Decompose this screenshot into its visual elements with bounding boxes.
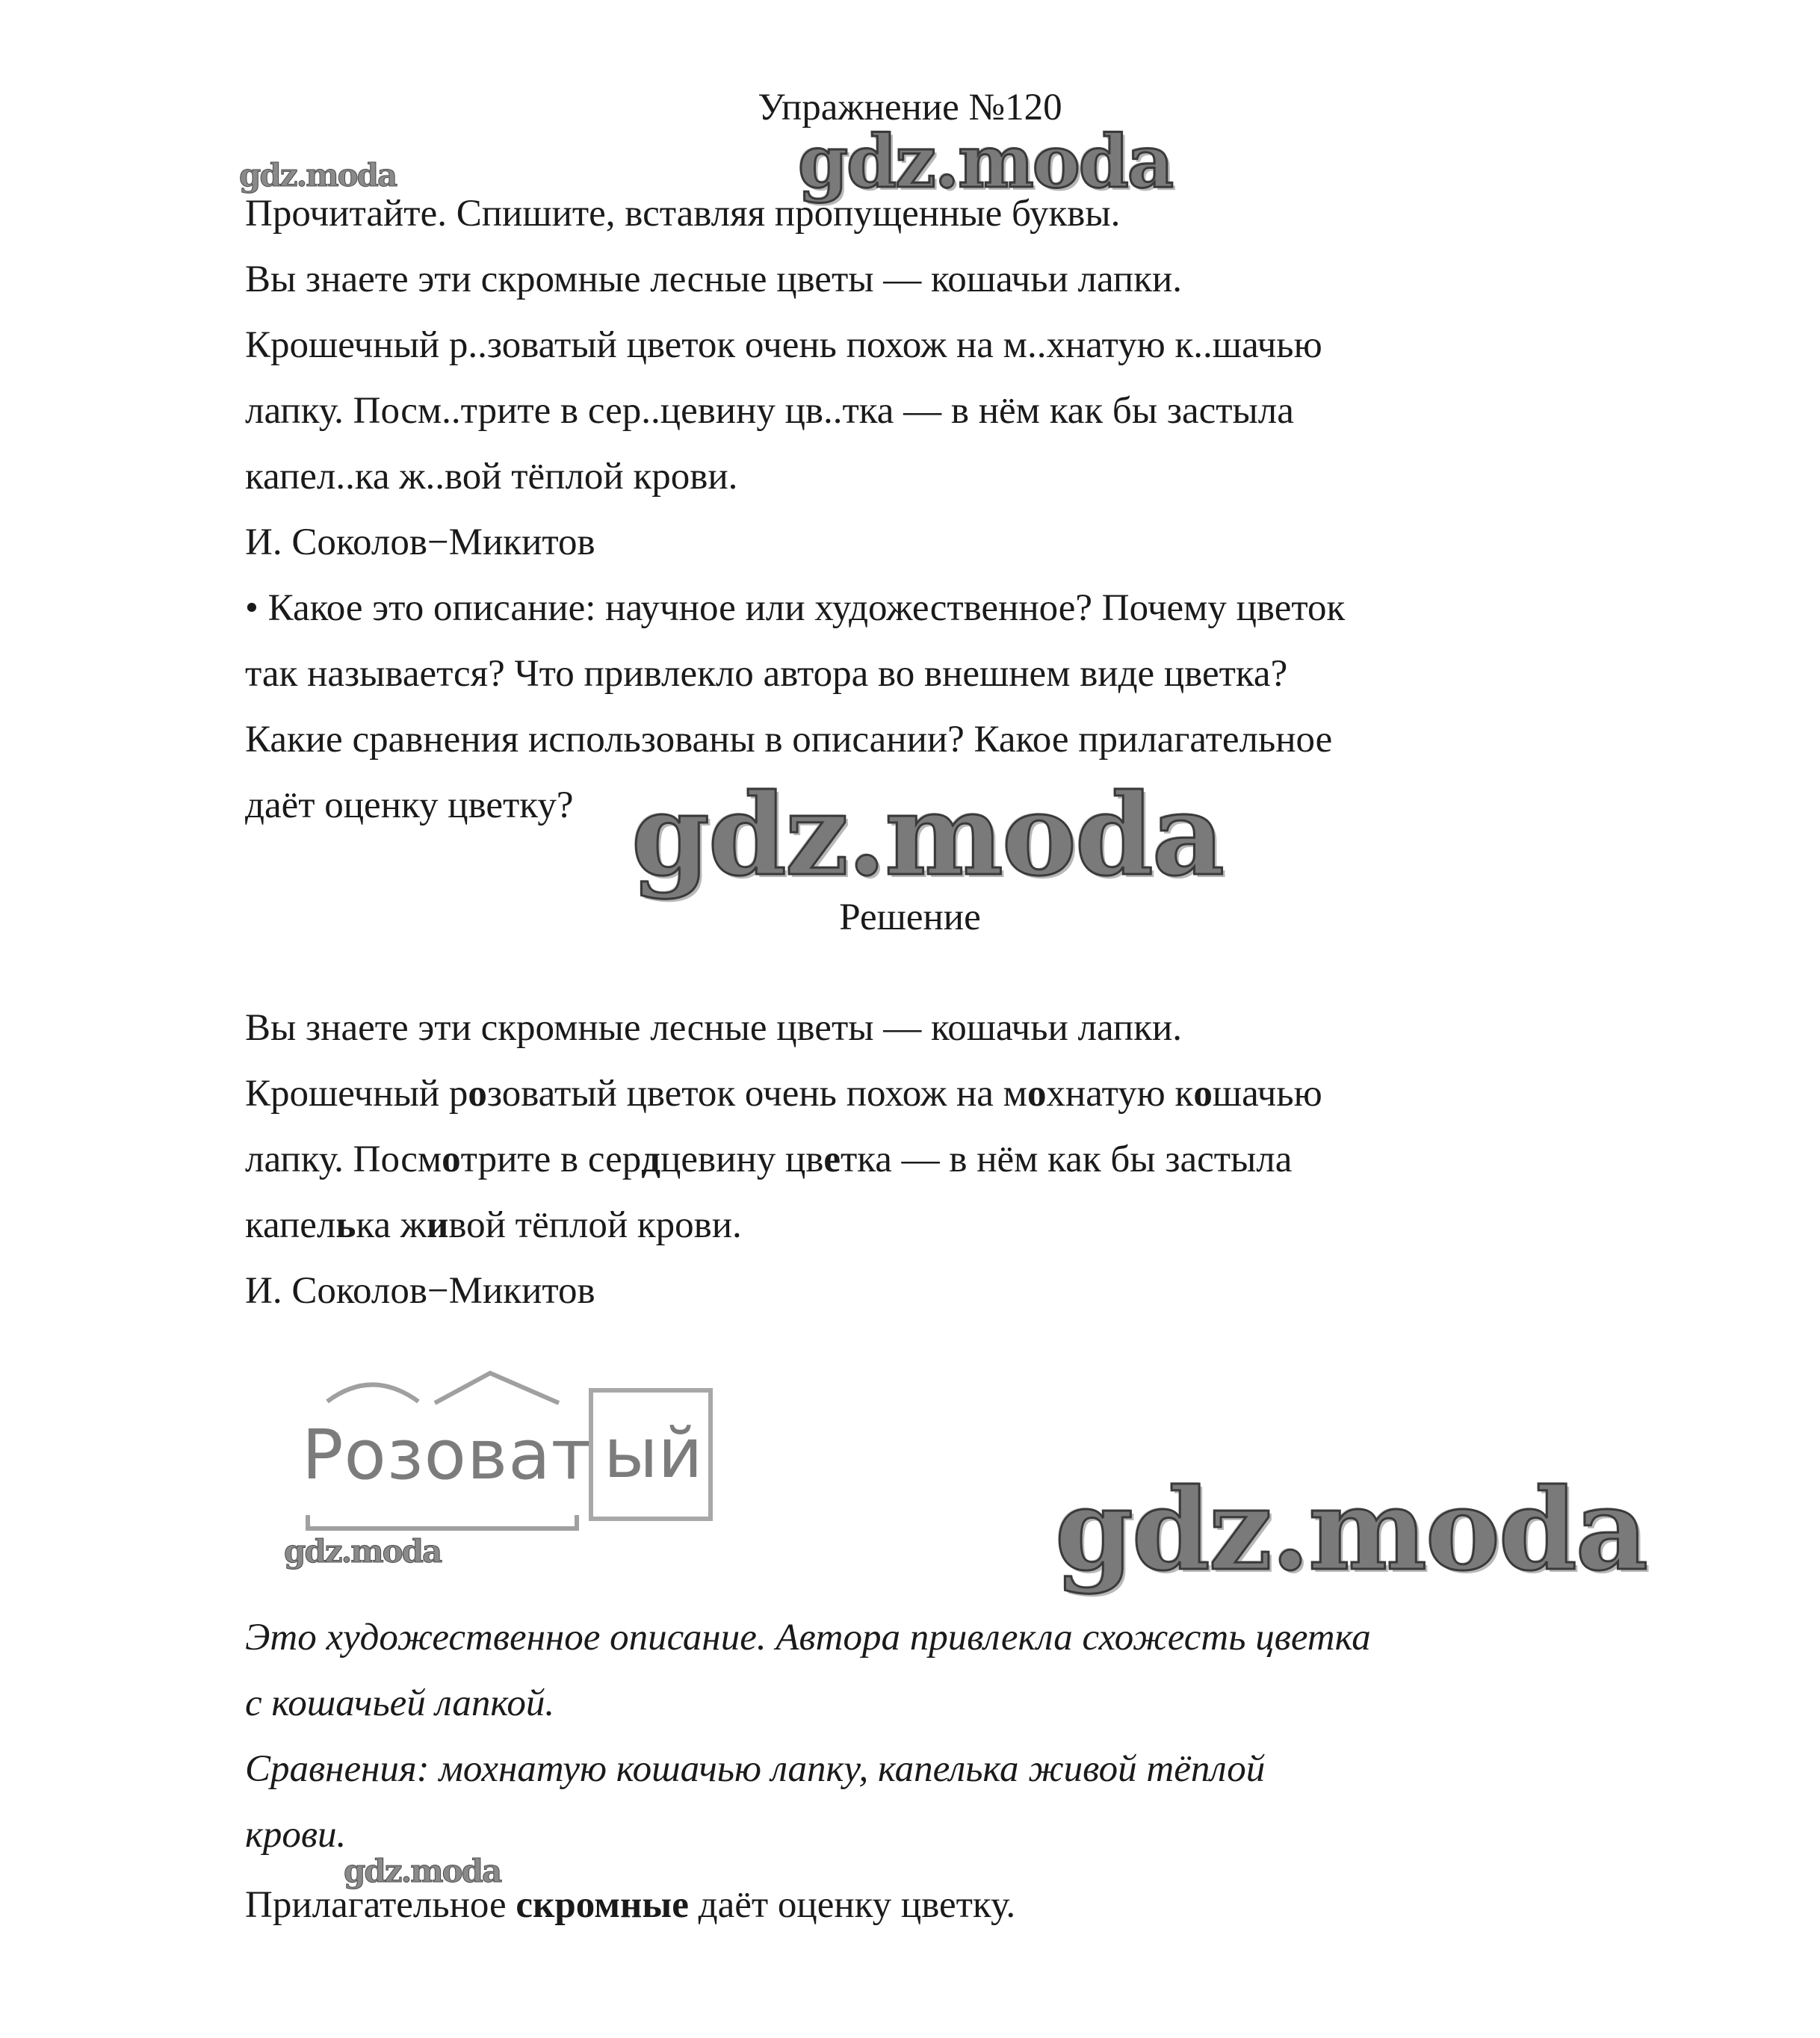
solution-author: И. Соколов−Микитов xyxy=(245,1270,595,1312)
question-line: даёт оценку цветку? xyxy=(245,784,574,826)
word-ending-box xyxy=(589,1388,713,1521)
exercise-author: И. Соколов−Микитов xyxy=(245,521,595,563)
word-stem: Розоват xyxy=(302,1415,592,1495)
watermark: gdz.moda xyxy=(344,1853,501,1889)
solution-heading: Решение xyxy=(839,896,981,938)
exercise-line: Крошечный р..зоватый цветок очень похож на м..хнатую к..шачью xyxy=(245,324,1322,366)
watermark: gdz.moda xyxy=(284,1533,442,1570)
adjective-answer: Прилагательное скромные даёт оценку цветку. xyxy=(245,1884,1016,1926)
question-line: • Какое это описание: научное или художественное? Почему цветок xyxy=(245,587,1346,629)
task-text: Прочитайте. Спишите, вставляя пропущенные буквы. xyxy=(245,193,1121,235)
answer-line: крови. xyxy=(245,1814,347,1856)
solution-line: лапку. Посмотрите в сердцевину цветка — в нём как бы застыла xyxy=(245,1139,1293,1180)
answer-line: Сравнения: мохнатую кошачью лапку, капелька живой тёплой xyxy=(245,1748,1266,1790)
answer-line: Это художественное описание. Автора привлекла схожесть цветка xyxy=(245,1617,1371,1658)
question-line: Какие сравнения использованы в описании? Какое прилагательное xyxy=(245,719,1333,761)
answer-line: с кошачьей лапкой. xyxy=(245,1682,555,1724)
stem-bracket xyxy=(308,1515,577,1528)
exercise-title: Упражнение №120 xyxy=(758,87,1062,128)
solution-line: Крошечный розоватый цветок очень похож на мохнатую кошачью xyxy=(245,1073,1322,1115)
watermark: gdz.moda xyxy=(239,157,397,193)
watermark: gdz.moda xyxy=(631,769,1224,901)
word-structure-diagram xyxy=(290,1357,738,1551)
watermark: gdz.moda xyxy=(798,120,1173,204)
exercise-line: Вы знаете эти скромные лесные цветы — кошачьи лапки. xyxy=(245,258,1183,300)
suffix-mark xyxy=(435,1373,559,1403)
question-line: так называется? Что привлекло автора во внешнем виде цветка? xyxy=(245,653,1288,695)
root-arc xyxy=(327,1385,418,1402)
word-ending: ый xyxy=(604,1413,703,1493)
solution-line: капелька живой тёплой крови. xyxy=(245,1204,742,1246)
exercise-line: лапку. Посм..трите в сер..цевину цв..тка — в нём как бы застыла xyxy=(245,390,1294,432)
watermark: gdz.moda xyxy=(1055,1464,1647,1596)
solution-line: Вы знаете эти скромные лесные цветы — кошачьи лапки. xyxy=(245,1007,1183,1049)
exercise-line: капел..ка ж..вой тёплой крови. xyxy=(245,456,738,498)
